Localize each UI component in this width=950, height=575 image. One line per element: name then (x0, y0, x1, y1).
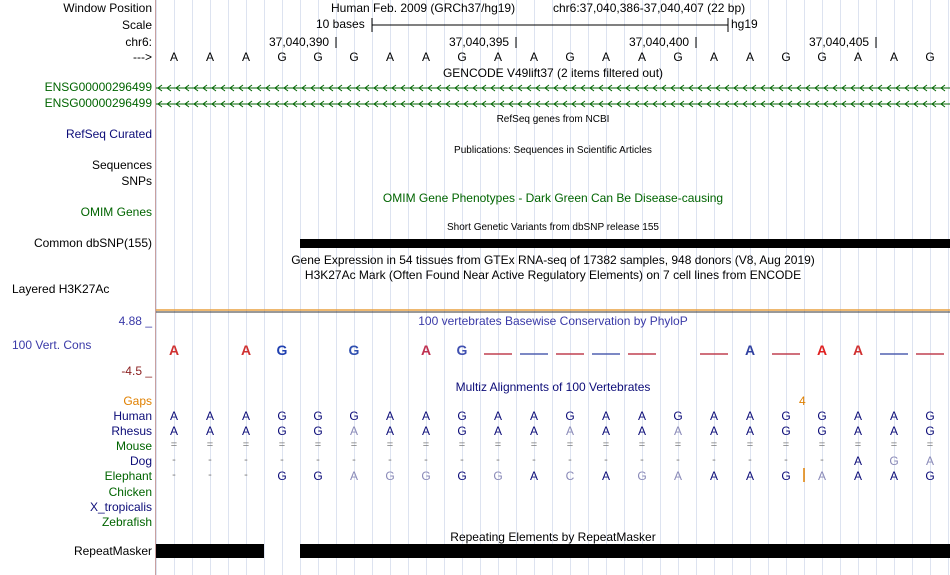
aligned-base: A (673, 424, 682, 438)
aligned-base: G (565, 409, 575, 423)
aligned-base: = (458, 439, 466, 451)
h3k27ac-track-title: H3K27Ac Mark (Often Found Near Active Regulatory Elements) on 7 cell lines from ENCODE (304, 268, 802, 282)
label-species-xtropicalis: X_tropicalis (89, 500, 152, 514)
label-gencode-2[interactable]: ENSG00000296499 (44, 96, 152, 110)
base-12: A (601, 50, 610, 64)
aligned-base: = (530, 439, 538, 451)
base-17: G (781, 50, 791, 64)
aligned-base: - (172, 454, 176, 466)
aligned-base: G (457, 409, 467, 423)
aligned-base: = (782, 439, 790, 451)
aligned-base: G (781, 424, 791, 438)
base-14: G (673, 50, 683, 64)
aligned-base: G (457, 469, 467, 483)
tick-label-400: 37,040,400 (629, 35, 690, 49)
aligned-base: G (313, 424, 323, 438)
aligned-base: A (709, 469, 718, 483)
aligned-base: G (349, 409, 359, 423)
aligned-base: A (493, 424, 502, 438)
label-species-human: Human (113, 409, 152, 423)
cons-logo-letter-5: G (456, 342, 468, 358)
assembly-name: Human Feb. 2009 (GRCh37/hg19) (331, 1, 516, 15)
aligned-base: A (745, 424, 754, 438)
aligned-base: G (925, 409, 935, 423)
aligned-base: = (602, 439, 610, 451)
cons-logo-letter-0: A (168, 342, 180, 358)
aligned-base: A (745, 469, 754, 483)
aligned-base: A (385, 424, 394, 438)
aligned-base: - (316, 454, 320, 466)
aligned-base: G (277, 409, 287, 423)
aligned-base: = (242, 439, 250, 451)
aligned-base: G (817, 424, 827, 438)
aligned-base: - (424, 454, 428, 466)
aligned-base: = (854, 439, 862, 451)
label-sequences[interactable]: Sequences (91, 158, 152, 172)
label-chr: chr6: (125, 35, 152, 49)
aligned-base: A (817, 469, 826, 483)
cons-logo-letter-1: A (240, 342, 252, 358)
tick-label-390: 37,040,390 (269, 35, 330, 49)
label-repeatmasker[interactable]: RepeatMasker (73, 544, 152, 558)
aligned-base: A (529, 409, 538, 423)
aligned-base: A (637, 409, 646, 423)
window-position-range: chr6:37,040,386-37,040,407 (22 bp) (553, 1, 746, 15)
aligned-base: G (637, 469, 647, 483)
aligned-base: G (277, 469, 287, 483)
aligned-base: A (529, 469, 538, 483)
aligned-base: = (206, 439, 214, 451)
base-18: G (817, 50, 827, 64)
aligned-base: = (350, 439, 358, 451)
aligned-base: - (460, 454, 464, 466)
aligned-base: - (604, 454, 608, 466)
aligned-base: A (925, 454, 934, 468)
aligned-base: - (388, 454, 392, 466)
base-1: A (205, 50, 214, 64)
aligned-base: A (385, 409, 394, 423)
aligned-base: G (889, 454, 899, 468)
aligned-base: = (170, 439, 178, 451)
aligned-base: = (494, 439, 502, 451)
base-19: A (853, 50, 862, 64)
label-species-dog: Dog (129, 454, 152, 468)
repeat-block-2 (300, 544, 950, 558)
aligned-base: C (565, 469, 575, 483)
base-7: A (421, 50, 430, 64)
aligned-base: = (386, 439, 394, 451)
aligned-base: A (565, 424, 574, 438)
aligned-base: A (853, 424, 862, 438)
base-9: A (493, 50, 502, 64)
base-2: A (241, 50, 250, 64)
base-6: A (385, 50, 394, 64)
aligned-base: A (421, 409, 430, 423)
aligned-base: A (241, 424, 250, 438)
aligned-base: A (709, 424, 718, 438)
repeat-block-1 (156, 544, 264, 558)
base-4: G (313, 50, 323, 64)
aligned-base: G (817, 409, 827, 423)
aligned-base: A (349, 469, 358, 483)
aligned-base: G (673, 409, 683, 423)
track-label-column (0, 0, 155, 575)
cons-logo-letter-6: A (744, 342, 756, 358)
base-0: A (169, 50, 178, 64)
omim-track-title: OMIM Gene Phenotypes - Dark Green Can Be Disease-causing (382, 191, 724, 205)
base-15: A (709, 50, 718, 64)
base-8: G (457, 50, 467, 64)
label-gencode-1[interactable]: ENSG00000296499 (44, 80, 152, 94)
aligned-base: A (637, 424, 646, 438)
aligned-base: A (529, 424, 538, 438)
aligned-base: = (926, 439, 934, 451)
aligned-base: - (676, 454, 680, 466)
label-species-zebrafish: Zebrafish (101, 515, 152, 529)
aligned-base: A (205, 424, 214, 438)
label-cons-min: -4.5 _ (121, 364, 152, 378)
label-h3k27ac[interactable]: Layered H3K27Ac (12, 282, 110, 296)
aligned-base: - (352, 454, 356, 466)
aligned-base: G (781, 469, 791, 483)
aligned-base: - (640, 454, 644, 466)
scale-db: hg19 (731, 17, 758, 31)
base-16: A (745, 50, 754, 64)
multiz-track-title: Multiz Alignments of 100 Vertebrates (455, 380, 651, 394)
label-dbsnp[interactable]: Common dbSNP(155) (33, 236, 152, 250)
aligned-base: A (241, 409, 250, 423)
aligned-base: A (853, 409, 862, 423)
aligned-base: = (818, 439, 826, 451)
aligned-base: G (781, 409, 791, 423)
phylop-track-title: 100 vertebrates Basewise Conservation by PhyloP (418, 314, 688, 328)
aligned-base: - (244, 469, 248, 481)
aligned-base: G (925, 424, 935, 438)
tick-label-395: 37,040,395 (449, 35, 510, 49)
aligned-base: A (889, 409, 898, 423)
aligned-base: G (925, 469, 935, 483)
scale-text: 10 bases (316, 17, 365, 31)
aligned-base: G (313, 469, 323, 483)
cons-logo-letter-3: G (348, 342, 360, 358)
gencode-track-title: GENCODE V49lift37 (2 items filtered out) (442, 66, 664, 80)
aligned-base: A (853, 454, 862, 468)
track-graphics (156, 0, 950, 575)
aligned-base: = (710, 439, 718, 451)
aligned-base: = (422, 439, 430, 451)
aligned-base: = (314, 439, 322, 451)
base-20: A (889, 50, 898, 64)
aligned-base: = (278, 439, 286, 451)
aligned-base: A (745, 409, 754, 423)
label-cons[interactable]: 100 Vert. Cons (12, 338, 92, 352)
aligned-base: - (712, 454, 716, 466)
label-refseq[interactable]: RefSeq Curated (65, 127, 152, 141)
aligned-base: = (746, 439, 754, 451)
aligned-base: - (208, 454, 212, 466)
aligned-base: - (784, 454, 788, 466)
aligned-base: = (890, 439, 898, 451)
cons-logo-letter-8: A (852, 342, 864, 358)
aligned-base: A (709, 409, 718, 423)
label-species-elephant: Elephant (104, 469, 152, 483)
aligned-base: - (244, 454, 248, 466)
aligned-base: A (889, 424, 898, 438)
aligned-base: - (208, 469, 212, 481)
aligned-base: - (568, 454, 572, 466)
base-11: G (565, 50, 575, 64)
base-5: G (349, 50, 359, 64)
repeatmasker-track-title: Repeating Elements by RepeatMasker (450, 530, 656, 544)
aligned-base: A (493, 409, 502, 423)
aligned-base: A (205, 409, 214, 423)
aligned-base: A (421, 424, 430, 438)
aligned-base: A (601, 424, 610, 438)
aligned-base: G (493, 469, 503, 483)
label-gaps: Gaps (123, 394, 152, 408)
label-species-mouse: Mouse (115, 439, 152, 453)
label-strand-arrow: ---> (133, 50, 152, 64)
aligned-base: A (349, 424, 358, 438)
cons-logo-letter-7: A (816, 342, 828, 358)
aligned-base: - (496, 454, 500, 466)
base-13: A (637, 50, 646, 64)
aligned-base: A (169, 424, 178, 438)
track-image[interactable] (156, 0, 950, 575)
aligned-base: - (172, 469, 176, 481)
base-21: G (925, 50, 935, 64)
base-3: G (277, 50, 287, 64)
label-window-position: Window Position (63, 1, 152, 15)
dbsnp-track-title: Short Genetic Variants from dbSNP release 155 (447, 222, 659, 233)
gap-count: 4 (799, 394, 806, 408)
label-species-rhesus: Rhesus (111, 424, 152, 438)
cons-logo-letter-2: G (276, 342, 288, 358)
tick-label-405: 37,040,405 (809, 35, 870, 49)
label-snps[interactable]: SNPs (121, 174, 152, 188)
aligned-base: - (280, 454, 284, 466)
aligned-base: A (601, 409, 610, 423)
label-cons-max: 4.88 _ (118, 314, 152, 328)
aligned-base: A (889, 469, 898, 483)
aligned-base: G (313, 409, 323, 423)
aligned-base: - (820, 454, 824, 466)
label-scale: Scale (121, 18, 152, 32)
aligned-base: G (385, 469, 395, 483)
aligned-base: G (457, 424, 467, 438)
aligned-base: = (566, 439, 574, 451)
dbsnp-variant-bar (300, 239, 950, 248)
base-10: A (529, 50, 538, 64)
aligned-base: A (673, 469, 682, 483)
publications-track-title: Publications: Sequences in Scientific Articles (454, 145, 652, 156)
label-omim[interactable]: OMIM Genes (80, 205, 152, 219)
aligned-base: - (748, 454, 752, 466)
refseq-track-title: RefSeq genes from NCBI (496, 114, 610, 125)
aligned-base: G (277, 424, 287, 438)
aligned-base: = (674, 439, 682, 451)
aligned-base: A (853, 469, 862, 483)
aligned-base: - (532, 454, 536, 466)
aligned-base: = (638, 439, 646, 451)
cons-logo-letter-4: A (420, 342, 432, 358)
gtex-track-title: Gene Expression in 54 tissues from GTEx RNA-seq of 17382 samples, 948 donors (V8, Aug 2019) (291, 253, 815, 267)
label-species-chicken: Chicken (108, 485, 152, 499)
aligned-base: A (601, 469, 610, 483)
aligned-base: G (421, 469, 431, 483)
aligned-base: A (169, 409, 178, 423)
